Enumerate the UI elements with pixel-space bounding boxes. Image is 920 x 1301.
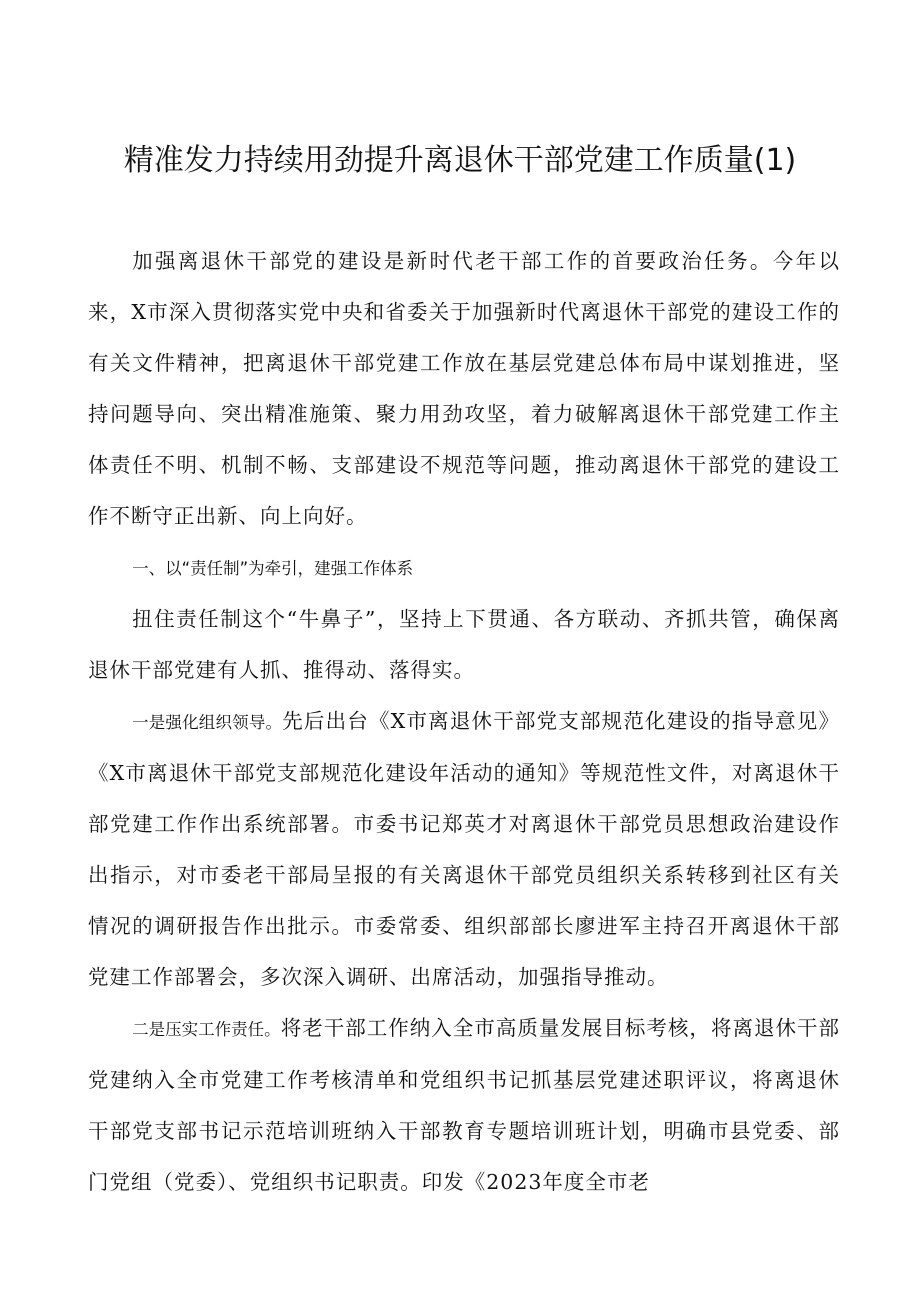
point-two-lead: 二是压实工作责任。: [132, 1020, 281, 1039]
point-one-lead: 一是强化组织领导。: [132, 713, 283, 732]
point-one-paragraph: [88, 696, 840, 1003]
point-one-text: 先后出台《X市离退休干部党支部规范化建设的指导意见》《X市离退休干部党支部规范化建设年活动的通知》等规范性文件，对离退休干部党建工作作出系统部署。市委书记郑英才对离退休干部党员思想政治建设作出指示，对市委老干部局呈报的有关离退休干部党员组织关系转移到社区有关情况的调研报告作出批示。市委常委、组织部部长廖进军主持召开离退休干部党建工作部署会，多次深入调研、出席活动，加强指导推动。: [88, 709, 841, 989]
section-intro-paragraph: 扭住责任制这个“牛鼻子”，坚持上下贯通、各方联动、齐抓共管，确保离退休干部党建有人抓、推得动、落得实。: [88, 607, 840, 682]
section-heading-text: 一、以“责任制”为牵引，建强工作体系: [132, 559, 414, 578]
section-heading: [88, 542, 840, 594]
intro-paragraph: 加强离退休干部党的建设是新时代老干部工作的首要政治任务。今年以来，X市深入贯彻落实党中央和省委关于加强新时代离退休干部党的建设工作的有关文件精神，把离退休干部党建工作放在基层党建总体布局中谋划推进，坚持问题导向、突出精准施策、聚力用劲攻坚，着力破解离退休干部党建工作主体责任不明、机制不畅、支部建设不规范等问题，推动离退休干部党的建设工作不断守正出新、向上向好。: [88, 249, 840, 528]
point-two-paragraph: [88, 1003, 840, 1208]
point-two-text: 将老干部工作纳入全市高质量发展目标考核，将离退休干部党建纳入全市党建工作考核清单和党组织书记抓基层党建述职评议，将离退休干部党支部书记示范培训班纳入干部教育专题培训班计划，明确市县党委、部门党组（党委）、党组织书记职责。印发《2023年度全市老: [88, 1016, 841, 1194]
document-title: 精准发力持续用劲提升离退休干部党建工作质量(1): [123, 143, 797, 178]
document-body: [88, 236, 840, 1208]
